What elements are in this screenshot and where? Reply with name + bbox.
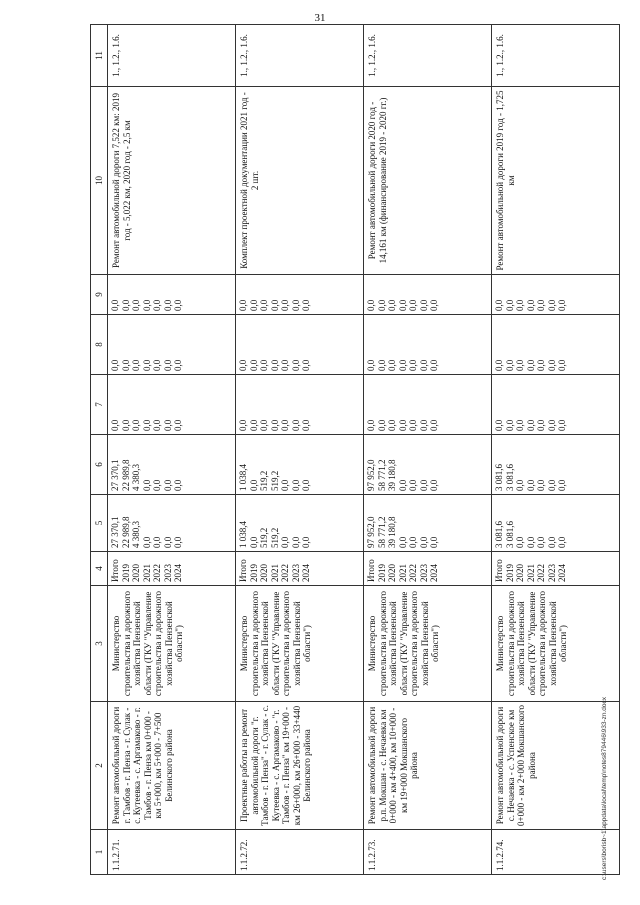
- other-sources-value: 0,0: [269, 299, 280, 311]
- regional-budget-value: 1 038,4: [238, 464, 248, 491]
- regional-budget-value: 0,0: [152, 479, 162, 491]
- total-funding-value: 0,0: [557, 536, 567, 548]
- event-name: Проектные работы на ремонт автомобильной дороги "г. Тамбов - г. Пенза" - г. Сулак - с. Кутеевка - с. Аргамаково - "г. Тамбов - г. Пенза" км 19+000 - км 26+000, км 26+000 - 33+440 Белинского района: [236, 702, 364, 830]
- local-budget-value: 0,0: [387, 359, 397, 371]
- year-list: [236, 552, 364, 586]
- federal-budget-value: 0,0: [494, 419, 504, 431]
- local-budget-value: 0,0: [269, 359, 280, 371]
- federal-budget-value: 0,0: [110, 419, 120, 431]
- footer-file-path: c:\users\borisb~1\appdata\local\temp\notes879446\933-zn.docx: [601, 696, 608, 880]
- other-sources: [108, 275, 236, 315]
- local-budget-value: 0,0: [494, 359, 504, 371]
- year-list-value: 2022: [280, 564, 290, 582]
- expected-result: Комплект проектной документации 2021 год - 2 шт.: [236, 87, 364, 275]
- other-sources-value: 0,0: [238, 299, 248, 311]
- total-funding: [492, 495, 620, 552]
- regional-budget: [364, 435, 492, 495]
- local-budget-value: 0,0: [141, 359, 152, 371]
- indicator-code: 1., 1.2., 1.6.: [364, 25, 492, 87]
- regional-budget-value: 3 081,6: [504, 464, 515, 491]
- local-budget-value: 0,0: [162, 359, 173, 371]
- row-number: 1.1.2.74.: [492, 830, 620, 875]
- total-funding-value: 519,2: [269, 527, 280, 548]
- event-name: Ремонт автомобильной дороги с. Нечаевка - с. Успенское км 0+000 - км 2+000 Мокшанского района: [492, 702, 620, 830]
- regional-budget-value: 0,0: [248, 479, 259, 491]
- regional-budget-value: 0,0: [397, 479, 408, 491]
- regional-budget-value: 0,0: [536, 479, 546, 491]
- header-row: [91, 25, 108, 875]
- total-funding-value: 0,0: [536, 536, 546, 548]
- year-list-value: 2019: [376, 564, 387, 582]
- local-budget-value: 0,0: [408, 359, 418, 371]
- total-funding-value: 0,0: [397, 536, 408, 548]
- year-list-value: Итого: [238, 559, 248, 582]
- regional-budget-value: 0,0: [280, 479, 290, 491]
- total-funding-value: 0,0: [525, 536, 536, 548]
- federal-budget-value: 0,0: [131, 419, 141, 431]
- local-budget-value: 0,0: [259, 359, 269, 371]
- other-sources-value: 0,0: [141, 299, 152, 311]
- year-list-value: 2021: [269, 564, 280, 582]
- local-budget: [492, 315, 620, 375]
- regional-budget-value: 0,0: [301, 479, 311, 491]
- local-budget-value: 0,0: [152, 359, 162, 371]
- year-list-value: 2019: [504, 564, 515, 582]
- total-funding-value: 0,0: [141, 536, 152, 548]
- other-sources-value: 0,0: [387, 299, 397, 311]
- executor: Министерство строительства и дорожного хозяйства Пензенской области (ГКУ "Управление строительства и дорожного хозяйства Пензенской области"): [108, 586, 236, 702]
- year-list-value: 2019: [248, 564, 259, 582]
- regional-budget-value: 0,0: [515, 479, 525, 491]
- year-list-value: 2024: [429, 564, 439, 582]
- total-funding-value: 4 380,3: [131, 521, 141, 548]
- other-sources-value: 0,0: [366, 299, 376, 311]
- other-sources-value: 0,0: [429, 299, 439, 311]
- federal-budget-value: 0,0: [173, 419, 183, 431]
- regional-budget-value: 22 989,8: [120, 459, 131, 491]
- total-funding: [108, 495, 236, 552]
- federal-budget-value: 0,0: [536, 419, 546, 431]
- local-budget-value: 0,0: [248, 359, 259, 371]
- year-list: [108, 552, 236, 586]
- row-number: 1.1.2.71.: [108, 830, 236, 875]
- year-list: [364, 552, 492, 586]
- federal-budget-value: 0,0: [248, 419, 259, 431]
- local-budget-value: 0,0: [131, 359, 141, 371]
- rotated-table-container: [90, 25, 610, 875]
- year-list-value: 2021: [525, 564, 536, 582]
- event-name: Ремонт автомобильной дороги р.п. Мокшан - с. Нечаевка км 0+000 - км 4+400, км 10+000 - км 19+000 Мокшанского района: [364, 702, 492, 830]
- local-budget-value: 0,0: [515, 359, 525, 371]
- other-sources-value: 0,0: [152, 299, 162, 311]
- regional-budget: [108, 435, 236, 495]
- other-sources-value: 0,0: [301, 299, 311, 311]
- executor: Министерство строительства и дорожного хозяйства Пензенской области (ГКУ "Управление строительства и дорожного хозяйства Пензенской области"): [364, 586, 492, 702]
- federal-budget: [108, 375, 236, 435]
- year-list: [492, 552, 620, 586]
- total-funding: [236, 495, 364, 552]
- federal-budget: [236, 375, 364, 435]
- federal-budget-value: 0,0: [546, 419, 557, 431]
- local-budget-value: 0,0: [301, 359, 311, 371]
- column-header-1: 1: [91, 830, 108, 875]
- federal-budget-value: 0,0: [259, 419, 269, 431]
- federal-budget-value: 0,0: [408, 419, 418, 431]
- federal-budget-value: 0,0: [525, 419, 536, 431]
- total-funding-value: 0,0: [515, 536, 525, 548]
- other-sources: [492, 275, 620, 315]
- local-budget-value: 0,0: [525, 359, 536, 371]
- total-funding-value: 0,0: [546, 536, 557, 548]
- other-sources-value: 0,0: [546, 299, 557, 311]
- indicator-code: 1., 1.2., 1.6.: [236, 25, 364, 87]
- other-sources-value: 0,0: [290, 299, 301, 311]
- regional-budget-value: 0,0: [546, 479, 557, 491]
- other-sources-value: 0,0: [525, 299, 536, 311]
- year-list-value: 2022: [152, 564, 162, 582]
- event-name: Ремонт автомобильной дороги г. Тамбов - г. Пенза - г. Сулак - с. Кутеевка - с. Аргамаково - г. Тамбов - г. Пенза км 0+000 - км 5+000, км 5+000 - 7+500 Белинского района: [108, 702, 236, 830]
- total-funding-value: 0,0: [418, 536, 429, 548]
- total-funding: [364, 495, 492, 552]
- federal-budget-value: 0,0: [301, 419, 311, 431]
- federal-budget-value: 0,0: [557, 419, 567, 431]
- total-funding-value: 0,0: [173, 536, 183, 548]
- indicator-code: 1., 1.2., 1.6.: [492, 25, 620, 87]
- other-sources-value: 0,0: [397, 299, 408, 311]
- other-sources-value: 0,0: [110, 299, 120, 311]
- year-list-value: 2020: [131, 564, 141, 582]
- regional-budget-value: 3 081,6: [494, 464, 504, 491]
- federal-budget-value: 0,0: [429, 419, 439, 431]
- expected-result: Ремонт автомобильной дороги 2020 год - 14,161 км (финансирование 2019 - 2020 гг.): [364, 87, 492, 275]
- total-funding-value: 58 771,2: [376, 516, 387, 548]
- federal-budget-value: 0,0: [152, 419, 162, 431]
- regional-budget-value: 0,0: [557, 479, 567, 491]
- regional-budget-value: 4 380,3: [131, 464, 141, 491]
- total-funding-value: 39 180,8: [387, 516, 397, 548]
- other-sources-value: 0,0: [418, 299, 429, 311]
- federal-budget: [492, 375, 620, 435]
- year-list-value: 2023: [162, 564, 173, 582]
- regional-budget-value: 0,0: [418, 479, 429, 491]
- table-body: [108, 25, 620, 875]
- federal-budget-value: 0,0: [366, 419, 376, 431]
- local-budget-value: 0,0: [173, 359, 183, 371]
- page-number: 31: [314, 12, 326, 24]
- year-list-value: 2022: [408, 564, 418, 582]
- federal-budget-value: 0,0: [162, 419, 173, 431]
- column-header-9: 9: [91, 275, 108, 315]
- local-budget-value: 0,0: [418, 359, 429, 371]
- year-list-value: 2020: [259, 564, 269, 582]
- year-list-value: 2023: [546, 564, 557, 582]
- total-funding-value: 1 038,4: [238, 521, 248, 548]
- column-header-10: 10: [91, 87, 108, 275]
- local-budget-value: 0,0: [366, 359, 376, 371]
- federal-budget: [364, 375, 492, 435]
- year-list-value: 2023: [290, 564, 301, 582]
- other-sources-value: 0,0: [131, 299, 141, 311]
- year-list-value: 2024: [173, 564, 183, 582]
- total-funding-value: 0,0: [248, 536, 259, 548]
- year-list-value: 2019: [120, 564, 131, 582]
- year-list-value: Итого: [366, 559, 376, 582]
- federal-budget-value: 0,0: [515, 419, 525, 431]
- local-budget-value: 0,0: [546, 359, 557, 371]
- local-budget-value: 0,0: [429, 359, 439, 371]
- other-sources-value: 0,0: [259, 299, 269, 311]
- federal-budget-value: 0,0: [387, 419, 397, 431]
- row-number: 1.1.2.72.: [236, 830, 364, 875]
- local-budget: [364, 315, 492, 375]
- regional-budget-value: 0,0: [290, 479, 301, 491]
- local-budget-value: 0,0: [290, 359, 301, 371]
- other-sources-value: 0,0: [376, 299, 387, 311]
- other-sources-value: 0,0: [515, 299, 525, 311]
- other-sources-value: 0,0: [173, 299, 183, 311]
- other-sources-value: 0,0: [120, 299, 131, 311]
- local-budget-value: 0,0: [238, 359, 248, 371]
- total-funding-value: 0,0: [152, 536, 162, 548]
- other-sources-value: 0,0: [536, 299, 546, 311]
- federal-budget-value: 0,0: [269, 419, 280, 431]
- local-budget: [236, 315, 364, 375]
- local-budget-value: 0,0: [110, 359, 120, 371]
- column-header-5: 5: [91, 495, 108, 552]
- regional-budget-value: 0,0: [173, 479, 183, 491]
- expected-result: Ремонт автомобильной дороги 2019 год - 1,725 км: [492, 87, 620, 275]
- executor: Министерство строительства и дорожного хозяйства Пензенской области (ГКУ "Управление строительства и дорожного хозяйства Пензенской области"): [236, 586, 364, 702]
- total-funding-value: 27 370,1: [110, 516, 120, 548]
- regional-budget-value: 0,0: [408, 479, 418, 491]
- column-header-2: 2: [91, 702, 108, 830]
- federal-budget-value: 0,0: [280, 419, 290, 431]
- total-funding-value: 3 081,6: [494, 521, 504, 548]
- total-funding-value: 0,0: [290, 536, 301, 548]
- column-header-11: 11: [91, 25, 108, 87]
- other-sources: [236, 275, 364, 315]
- regional-budget-value: 0,0: [429, 479, 439, 491]
- year-list-value: 2021: [141, 564, 152, 582]
- regional-budget-value: 0,0: [141, 479, 152, 491]
- total-funding-value: 0,0: [408, 536, 418, 548]
- year-list-value: 2024: [301, 564, 311, 582]
- other-sources-value: 0,0: [248, 299, 259, 311]
- column-header-7: 7: [91, 375, 108, 435]
- total-funding-value: 0,0: [301, 536, 311, 548]
- total-funding-value: 0,0: [429, 536, 439, 548]
- local-budget-value: 0,0: [536, 359, 546, 371]
- year-list-value: 2022: [536, 564, 546, 582]
- regional-budget-value: 27 370,1: [110, 459, 120, 491]
- regional-budget-value: 58 771,2: [376, 459, 387, 491]
- table-row: [364, 25, 492, 875]
- column-header-4: 4: [91, 552, 108, 586]
- regional-budget-value: 0,0: [525, 479, 536, 491]
- total-funding-value: 519,2: [259, 527, 269, 548]
- federal-budget-value: 0,0: [376, 419, 387, 431]
- total-funding-value: 3 081,6: [504, 521, 515, 548]
- regional-budget-value: 0,0: [162, 479, 173, 491]
- federal-budget-value: 0,0: [504, 419, 515, 431]
- year-list-value: 2023: [418, 564, 429, 582]
- local-budget-value: 0,0: [557, 359, 567, 371]
- local-budget-value: 0,0: [120, 359, 131, 371]
- other-sources-value: 0,0: [280, 299, 290, 311]
- other-sources-value: 0,0: [162, 299, 173, 311]
- year-list-value: Итого: [494, 559, 504, 582]
- column-header-3: 3: [91, 586, 108, 702]
- other-sources-value: 0,0: [494, 299, 504, 311]
- federal-budget-value: 0,0: [418, 419, 429, 431]
- local-budget-value: 0,0: [504, 359, 515, 371]
- other-sources-value: 0,0: [504, 299, 515, 311]
- federal-budget-value: 0,0: [120, 419, 131, 431]
- year-list-value: 2021: [397, 564, 408, 582]
- other-sources-value: 0,0: [408, 299, 418, 311]
- year-list-value: 2020: [387, 564, 397, 582]
- program-table: [90, 24, 620, 875]
- total-funding-value: 22 989,8: [120, 516, 131, 548]
- local-budget-value: 0,0: [376, 359, 387, 371]
- table-row: [108, 25, 236, 875]
- total-funding-value: 0,0: [280, 536, 290, 548]
- year-list-value: Итого: [110, 559, 120, 582]
- regional-budget-value: 519,2: [259, 470, 269, 491]
- executor: Министерство строительства и дорожного хозяйства Пензенской области (ГКУ "Управление строительства и дорожного хозяйства Пензенской области"): [492, 586, 620, 702]
- local-budget: [108, 315, 236, 375]
- federal-budget-value: 0,0: [238, 419, 248, 431]
- regional-budget-value: 39 180,8: [387, 459, 397, 491]
- federal-budget-value: 0,0: [290, 419, 301, 431]
- table-row: [236, 25, 364, 875]
- regional-budget-value: 97 952,0: [366, 459, 376, 491]
- expected-result: Ремонт автомобильной дороги 7,522 км: 2019 год - 5,022 км, 2020 год - 2,5 км: [108, 87, 236, 275]
- total-funding-value: 0,0: [162, 536, 173, 548]
- other-sources-value: 0,0: [557, 299, 567, 311]
- year-list-value: 2020: [515, 564, 525, 582]
- other-sources: [364, 275, 492, 315]
- indicator-code: 1., 1.2., 1.6.: [108, 25, 236, 87]
- regional-budget: [492, 435, 620, 495]
- regional-budget: [236, 435, 364, 495]
- row-number: 1.1.2.73.: [364, 830, 492, 875]
- federal-budget-value: 0,0: [397, 419, 408, 431]
- column-header-8: 8: [91, 315, 108, 375]
- local-budget-value: 0,0: [280, 359, 290, 371]
- column-header-6: 6: [91, 435, 108, 495]
- local-budget-value: 0,0: [397, 359, 408, 371]
- total-funding-value: 97 952,0: [366, 516, 376, 548]
- year-list-value: 2024: [557, 564, 567, 582]
- regional-budget-value: 519,2: [269, 470, 280, 491]
- federal-budget-value: 0,0: [141, 419, 152, 431]
